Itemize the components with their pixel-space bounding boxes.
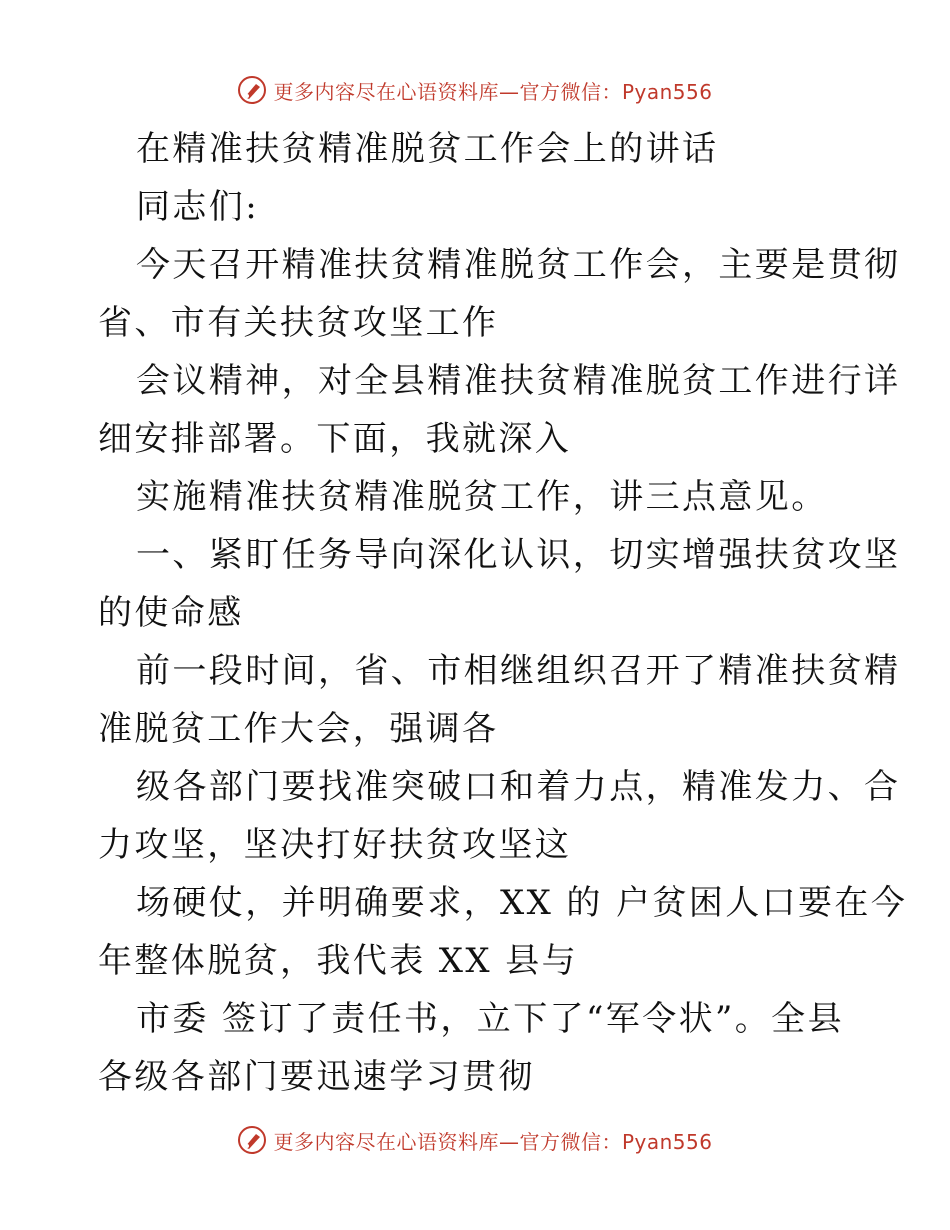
paragraph-line: 实施精准扶贫精准脱贫工作，讲三点意见。 bbox=[136, 477, 828, 517]
paragraph-line: 今天召开精准扶贫精准脱贫工作会，主要是贯彻 bbox=[136, 245, 901, 285]
paragraph-line: 场硬仗，并明确要求，XX 的 户贫困人口要在今 bbox=[136, 883, 908, 923]
paragraph-line: 市委 签订了责任书，立下了“军令状”。全县 bbox=[136, 999, 844, 1039]
header-watermark bbox=[0, 70, 950, 110]
paragraph-line: 细安排部署。下面，我就深入 bbox=[98, 419, 572, 459]
paragraph-line: 会议精神，对全县精准扶贫精准脱贫工作进行详 bbox=[136, 361, 901, 401]
section-heading: 一、紧盯任务导向深化认识，切实增强扶贫攻坚 bbox=[136, 535, 901, 575]
paragraph-line: 前一段时间，省、市相继组织召开了精准扶贫精 bbox=[136, 651, 901, 691]
pen-nib-logo-icon bbox=[237, 75, 267, 105]
paragraph-line: 力攻坚，坚决打好扶贫攻坚这 bbox=[98, 825, 572, 865]
paragraph-line: 省、市有关扶贫攻坚工作 bbox=[98, 303, 499, 343]
section-heading-continued: 的使命感 bbox=[98, 593, 244, 633]
footer-watermark bbox=[0, 1120, 950, 1160]
document-title: 在精准扶贫精准脱贫工作会上的讲话 bbox=[136, 129, 719, 169]
watermark-text: 更多内容尽在心语资料库—官方微信：Pyan556 bbox=[273, 79, 713, 104]
paragraph-line: 准脱贫工作大会，强调各 bbox=[98, 709, 499, 749]
pen-nib-logo-icon bbox=[237, 1125, 267, 1155]
watermark-text: 更多内容尽在心语资料库—官方微信：Pyan556 bbox=[273, 1129, 713, 1154]
document-body bbox=[98, 120, 908, 1106]
paragraph-line: 级各部门要找准突破口和着力点，精准发力、合 bbox=[136, 767, 901, 807]
salutation: 同志们: bbox=[136, 187, 260, 227]
paragraph-line: 各级各部门要迅速学习贯彻 bbox=[98, 1057, 535, 1097]
paragraph-line: 年整体脱贫，我代表 XX 县与 bbox=[98, 941, 579, 981]
